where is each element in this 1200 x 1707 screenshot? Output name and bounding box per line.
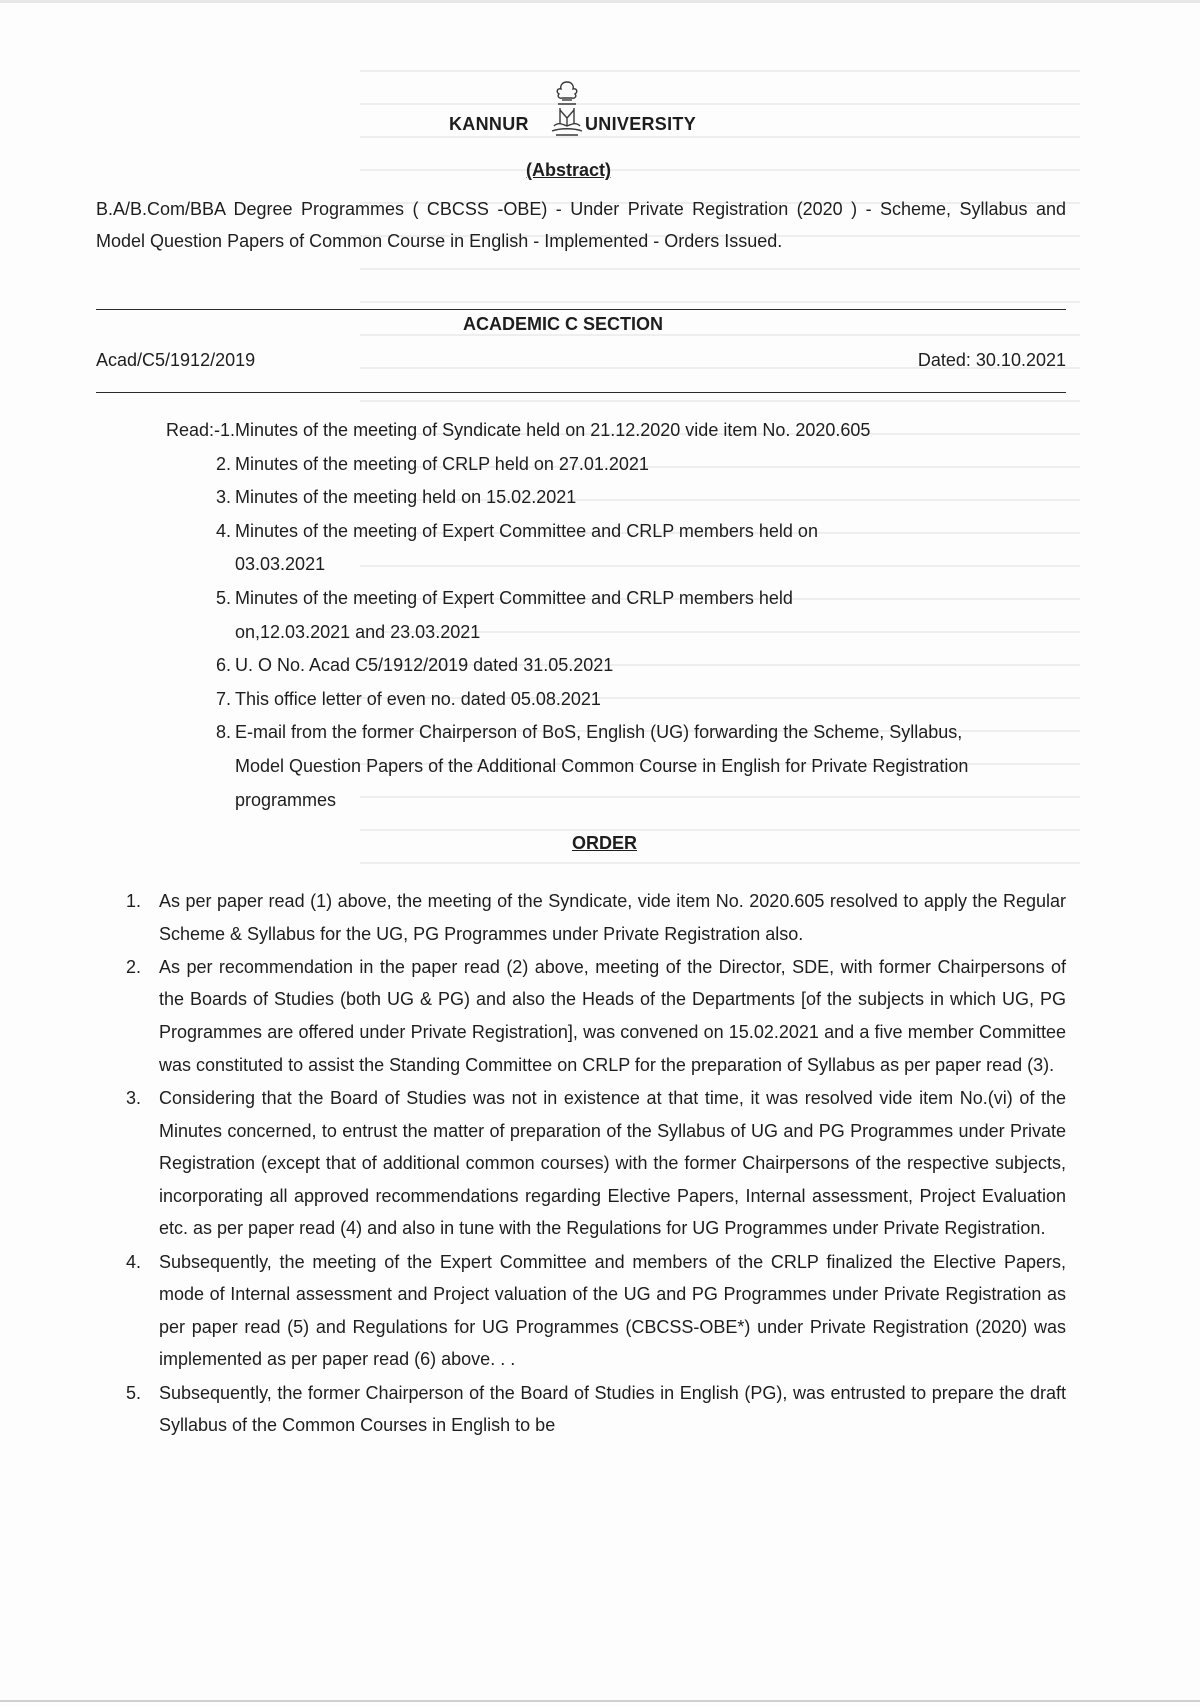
divider-top [96, 309, 1066, 310]
read-item-num: 7. [216, 688, 232, 709]
read-item-num: 3. [216, 487, 232, 508]
read-item [166, 716, 1066, 817]
read-item [166, 515, 1066, 582]
order-paragraphs [126, 885, 1066, 1443]
divider-bottom [96, 392, 1066, 393]
paragraph-number: 5. [126, 1382, 142, 1403]
read-item-num: 6. [216, 655, 232, 676]
paragraph-number: 4. [126, 1251, 142, 1272]
read-item [166, 683, 1066, 717]
read-item-text: Minutes of the meeting of Syndicate held on 21.12.2020 vide item No. 2020.605 [235, 420, 871, 440]
read-item-text: Minutes of the meeting of Expert Committee and CRLP members held on,12.03.2021 and 23.03.2021 [235, 587, 793, 642]
order-paragraph [126, 1082, 1066, 1245]
abstract-heading: (Abstract) [526, 160, 612, 180]
paragraph-number: 2. [126, 956, 142, 977]
subject-line: B.A/B.Com/BBA Degree Programmes ( CBCSS -OBE) - Under Private Registration (2020 ) - Scheme, Syllabus and Model Question Papers of Common Course in English - Implemented - Orders Issued. [96, 199, 1066, 251]
read-item [166, 481, 1066, 515]
university-name-left: KANNUR [449, 114, 529, 134]
read-references-list [166, 414, 1066, 817]
read-item-num: 1. [220, 420, 236, 440]
read-item [166, 448, 1066, 482]
paragraph-text: Considering that the Board of Studies was not in existence at that time, it was resolved vide item No.(vi) of the Minutes concerned, to entrust the matter of preparation of the Syllabus of UG and PG Programmes under Private Registration (except that of additional common courses) with the former Chairpersons of the respective subjects, incorporating all approved recommendations regarding Elective Papers, Internal assessment, Project Evaluation etc. as per paper read (4) and also in tune with the Regulations for UG Programmes under Private Registration. [159, 1087, 1066, 1239]
reference-number: Acad/C5/1912/2019 [96, 350, 256, 370]
read-item-num: 8. [216, 722, 232, 743]
order-paragraph [126, 1246, 1066, 1376]
scan-bottom-edge [0, 1700, 1200, 1702]
order-paragraph [126, 1377, 1066, 1442]
university-name-right: UNIVERSITY [585, 114, 697, 134]
document-date: Dated: 30.10.2021 [917, 350, 1066, 370]
read-item-num: 4. [216, 520, 232, 541]
order-paragraph [126, 885, 1066, 950]
scan-top-edge [0, 0, 1200, 3]
paragraph-text: As per recommendation in the paper read (2) above, meeting of the Director, SDE, with former Chairpersons of the Boards of Studies (both UG & PG) and also the Heads of the Departments [of the subjects in which UG, PG Programmes are offered under Private Registration], was convened on 15.02.2021 and a five member Committee was constituted to assist the Standing Committee on CRLP for the preparation of Syllabus as per paper read (3). [159, 956, 1066, 1075]
read-item-text: Minutes of the meeting of CRLP held on 27.01.2021 [235, 453, 649, 474]
read-item-num: 5. [216, 587, 232, 608]
paragraph-text: As per paper read (1) above, the meeting of the Syndicate, vide item No. 2020.605 resolved to apply the Regular Scheme & Syllabus for the UG, PG Programmes under Private Registration also. [159, 891, 1066, 944]
read-item [166, 582, 1066, 649]
read-item-text: E-mail from the former Chairperson of BoS, English (UG) forwarding the Scheme, Syllabus, Model Question Papers of the Additional Common Course in English for Private Registration programmes [235, 722, 969, 810]
read-item-text: This office letter of even no. dated 05.08.2021 [235, 688, 601, 709]
paragraph-text: Subsequently, the meeting of the Expert Committee and members of the CRLP finalized the Elective Papers, mode of Internal assessment and Project valuation of the UG and PG Programmes under Private Registration as per paper read (5) and Regulations for UG Programmes (CBCSS-OBE*) under Private Registration (2020) was implemented as per paper read (6) above. . . [159, 1251, 1066, 1370]
read-item [166, 414, 1066, 448]
read-label [166, 414, 235, 448]
read-item-num: 2. [216, 453, 232, 474]
read-label-text: Read:- [166, 420, 221, 440]
read-item-text: U. O No. Acad C5/1912/2019 dated 31.05.2021 [235, 655, 614, 676]
paragraph-number: 1. [126, 891, 142, 911]
paragraph-number: 3. [126, 1087, 142, 1108]
read-item-text: Minutes of the meeting of Expert Committee and CRLP members held on 03.03.2021 [235, 520, 818, 575]
kannur-university-emblem-icon [548, 78, 586, 140]
read-item [166, 649, 1066, 683]
order-heading: ORDER [572, 833, 638, 853]
order-paragraph [126, 951, 1066, 1081]
read-item-text: Minutes of the meeting held on 15.02.2021 [235, 487, 577, 508]
section-title: ACADEMIC C SECTION [463, 314, 664, 334]
paragraph-text: Subsequently, the former Chairperson of the Board of Studies in English (PG), was entrusted to prepare the draft Syllabus of the Common Courses in English to be [159, 1382, 1066, 1436]
